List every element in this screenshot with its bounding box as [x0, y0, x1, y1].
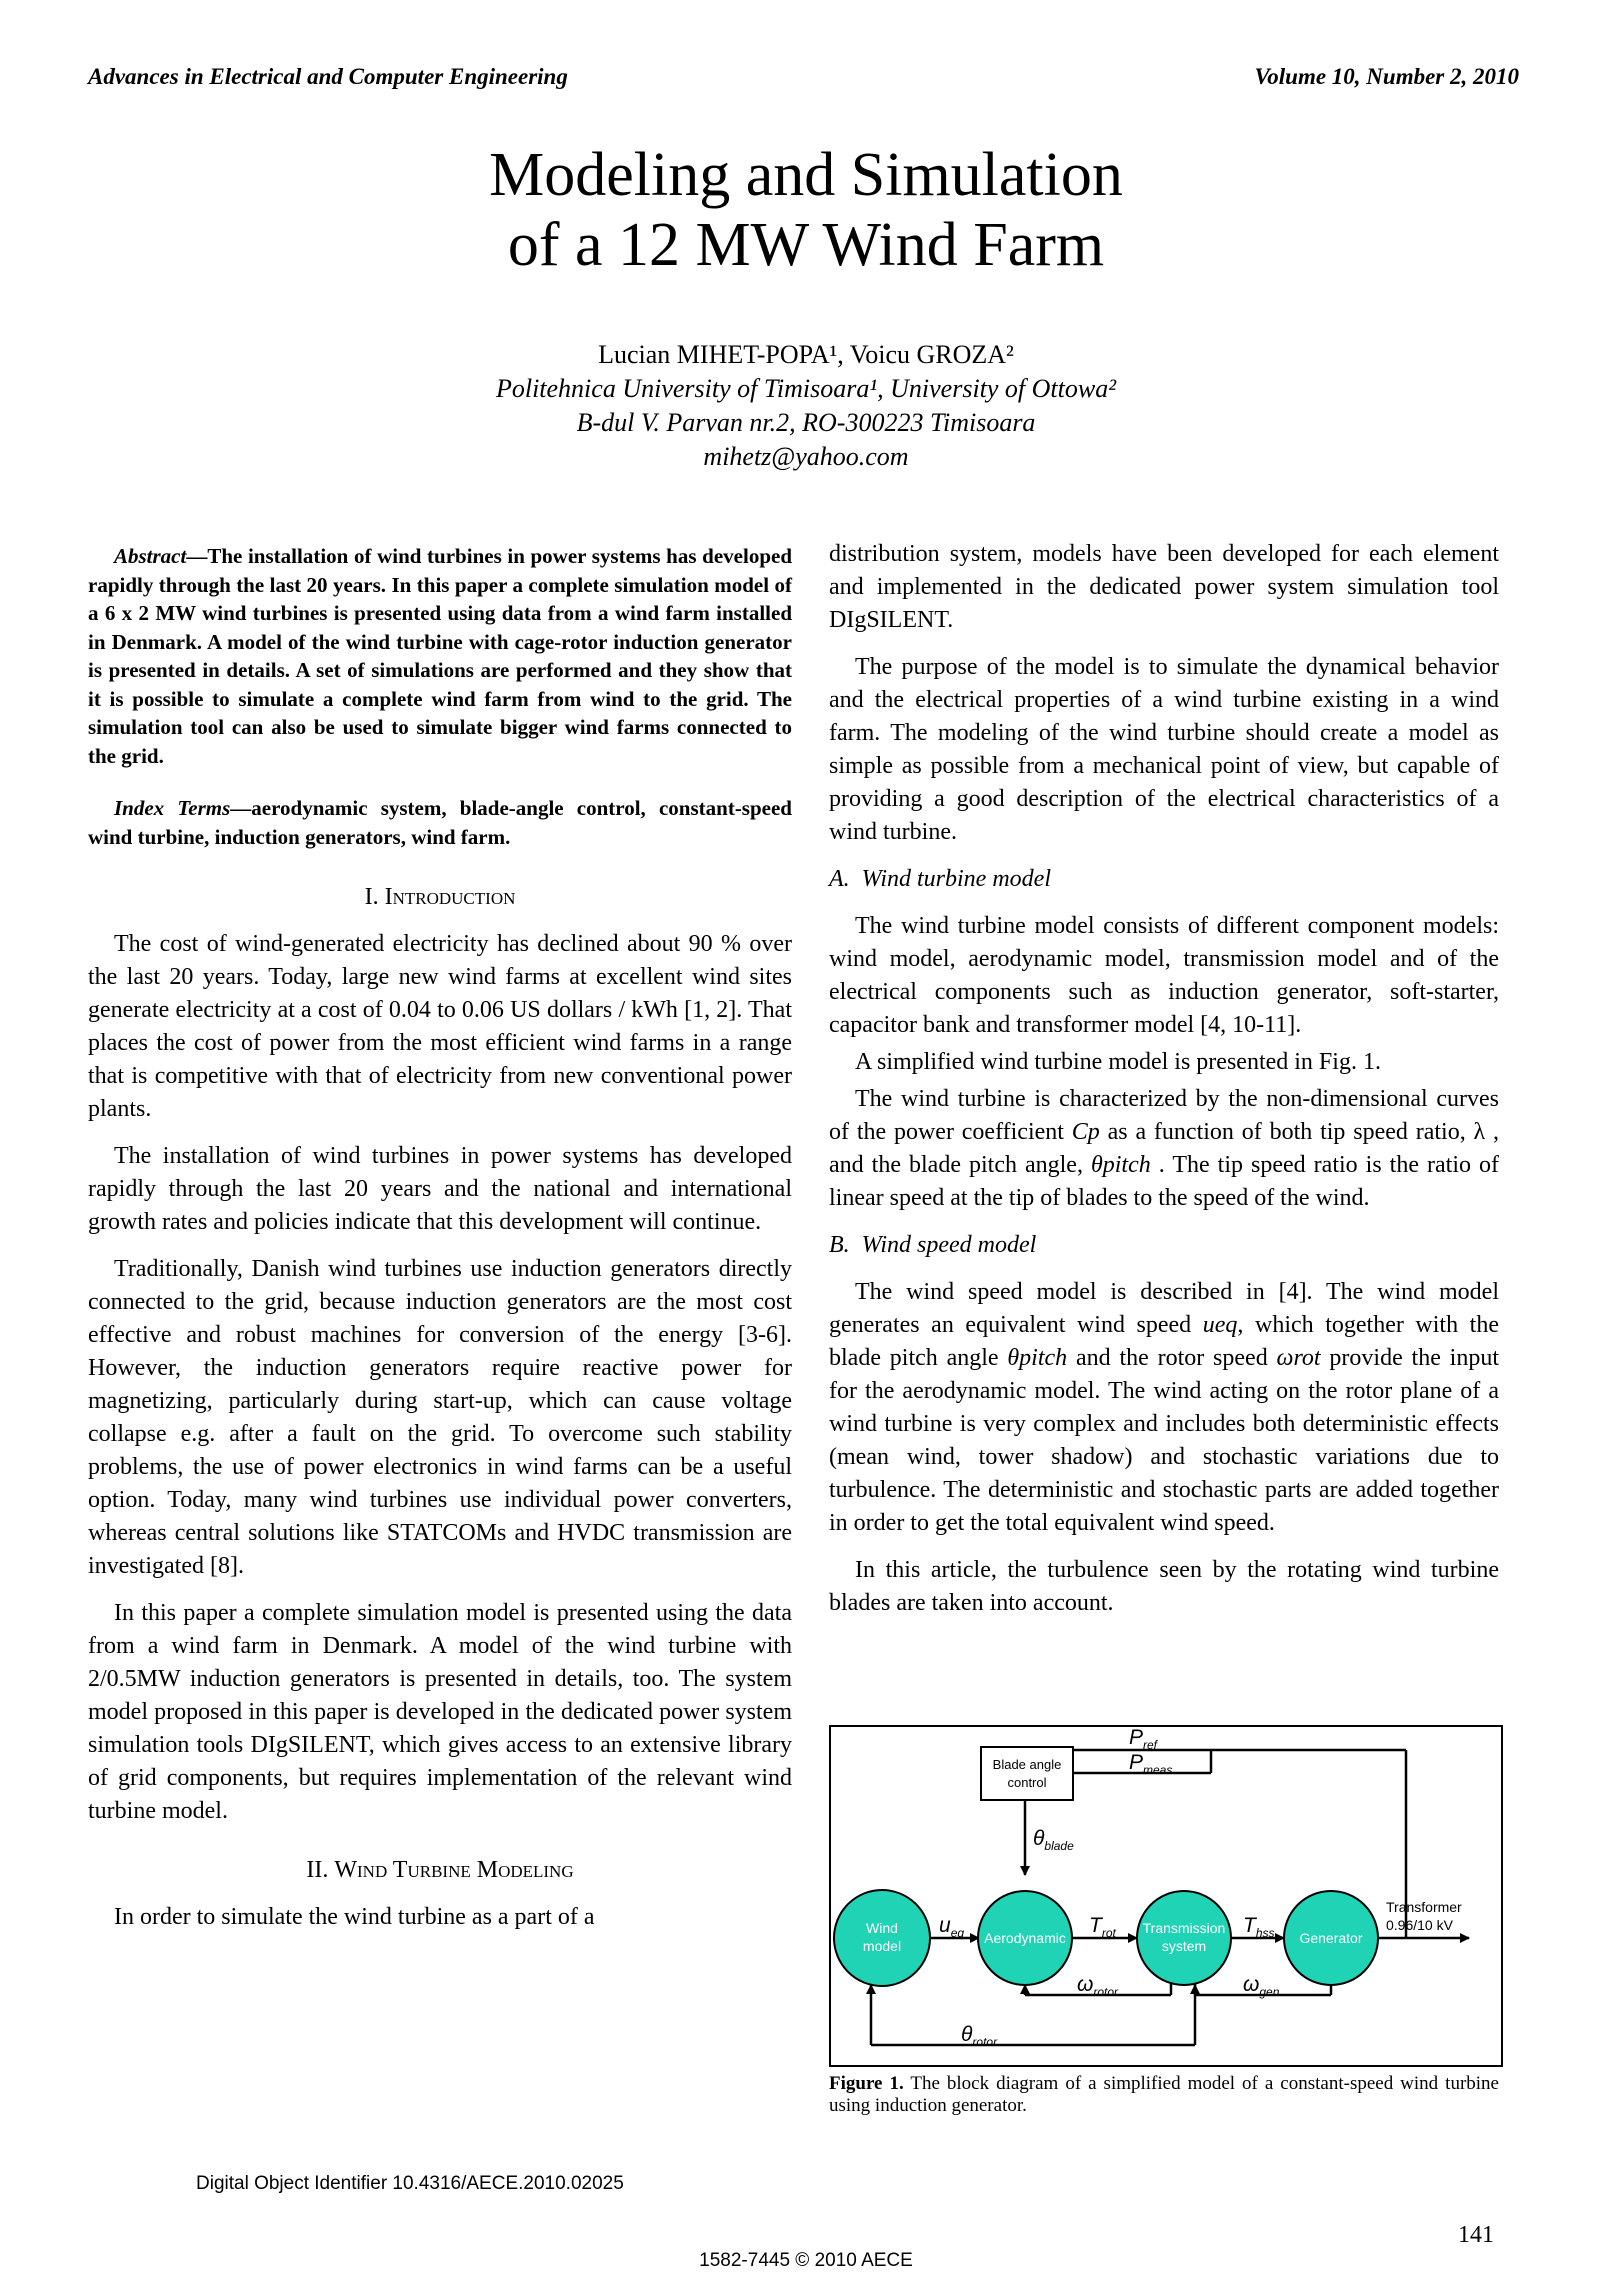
author-names: Lucian MIHET-POPA¹, Voicu GROZA²	[598, 340, 1014, 369]
p-meas-symbol: P	[1129, 1751, 1144, 1774]
section-heading-1	[88, 881, 792, 914]
transmission-label-2: system	[1161, 1938, 1207, 1954]
paper-title	[0, 140, 1612, 280]
omega-rotor-subscript: rotor	[1093, 1985, 1119, 1999]
ueq-label	[939, 1914, 964, 1940]
subsection-label: A.	[829, 866, 850, 892]
subsection-title: Wind turbine model	[861, 866, 1051, 892]
intro-paragraph-1: The cost of wind-generated electricity has declined about 90 % over the last 20 years. Today, large new wind farms at excellent wind sites generate electricity at a cost of 0.04 to 0.06 US dollars / kWh [1, 2]. That places the cost of power from the most efficient wind farms in a range that is competitive with that of electricity from new conventional power plants.	[88, 931, 792, 1122]
text-run: The wind speed model is described in [4]. The wind model generates an equivalent wind speed	[829, 1279, 1499, 1338]
page-number: 141	[1458, 2222, 1494, 2248]
text-run: , which together with the blade pitch angle	[829, 1312, 1499, 1371]
blade-angle-control-label-2: control	[1007, 1775, 1047, 1790]
ueq-subscript: eq	[950, 1926, 965, 1940]
text-run: as a function of both tip speed ratio, λ , and the blade pitch angle,	[829, 1119, 1499, 1178]
running-header-volume: Volume 10, Number 2, 2010	[1254, 64, 1519, 89]
theta-rotor-label	[961, 2023, 998, 2049]
theta-rotor-subscript: rotor	[972, 2035, 998, 2049]
omega-gen-label	[1243, 1973, 1280, 1999]
omega-gen-subscript: gen	[1259, 1985, 1280, 1999]
text-run: and the rotor speed	[1067, 1345, 1277, 1371]
block-diagram-svg	[831, 1727, 1501, 2065]
symbol-cp: Cp	[1071, 1119, 1100, 1145]
thss-symbol: T	[1243, 1914, 1256, 1937]
section-title: Introduction	[384, 884, 516, 910]
ueq-symbol: u	[939, 1914, 951, 1937]
issn-footer: 1582-7445 © 2010 AECE	[699, 2250, 913, 2271]
figure-1-caption	[829, 2073, 1499, 2117]
transformer-label-2: 0.96/10 kV	[1386, 1917, 1453, 1933]
symbol-omega-rot: ωrot	[1276, 1345, 1321, 1371]
author-email: mihetz@yahoo.com	[703, 442, 909, 471]
subsection-heading-a	[829, 863, 1499, 896]
theta-rotor-symbol: θ	[961, 2023, 973, 2046]
symbol-theta-pitch: θpitch	[1007, 1345, 1068, 1371]
intro-paragraph-3: Traditionally, Danish wind turbines use induction generators directly connected to the grid, because induction generators are the most cost effective and robust machines for conversion of the energy [3-6]. However, the induction generators require reactive power for magnetizing, particularly during start-up, which can cause voltage collapse e.g. after a fault on the grid. To overcome such stability problems, the use of power electronics in wind farms can be a useful option. Today, many wind turbines use individual power converters, whereas central solutions like STATCOMs and HVDC transmission are investigated [8].	[88, 1256, 792, 1579]
abstract	[88, 542, 792, 851]
generator-label: Generator	[1299, 1930, 1363, 1946]
abstract-label: Abstract	[114, 544, 187, 568]
author-affiliation: Politehnica University of Timisoara¹, University of Ottowa²	[495, 374, 1117, 403]
p-ref-subscript: ref	[1143, 1738, 1158, 1752]
section-number: I.	[364, 884, 379, 910]
subsection-heading-b	[829, 1229, 1499, 1262]
left-column	[88, 542, 792, 1934]
index-terms-label: Index Terms	[114, 796, 231, 820]
abstract-text: —The installation of wind turbines in power systems has developed rapidly through the last 20 years. In this paper a complete simulation model of a 6 x 2 MW wind turbines is presented using data from a wind farm installed in Denmark. A model of the wind turbine with cage-rotor induction generator is presented in details. A set of simulations are performed and they show that it is possible to simulate a complete wind farm from wind to the grid. The simulation tool can also be used to simulate bigger wind farms connected to the grid.	[88, 544, 792, 768]
theta-blade-label	[1033, 1827, 1074, 1853]
omega-rotor-label	[1077, 1973, 1119, 1999]
p-meas-label	[1129, 1751, 1172, 1777]
intro-paragraph-2: The installation of wind turbines in power systems has developed rapidly through the last 20 years and the national and international growth rates and policies indicate that this development will continue.	[88, 1143, 792, 1235]
symbol-theta-pitch: θpitch	[1090, 1152, 1151, 1178]
section-heading-2	[88, 1854, 792, 1887]
wind-model-label-2: model	[862, 1938, 902, 1954]
section-title: Wind Turbine Modeling	[334, 1857, 574, 1883]
trot-symbol: T	[1089, 1914, 1102, 1937]
subsection-title: Wind speed model	[861, 1232, 1037, 1258]
index-terms-text: —aerodynamic system, blade-angle control, constant-speed wind turbine, induction generators, wind farm.	[88, 796, 792, 849]
subsection-b-paragraph-1	[829, 1276, 1499, 1540]
blade-angle-control-block	[981, 1747, 1073, 1800]
subsection-label: B.	[829, 1232, 850, 1258]
caption-label: Figure 1.	[829, 2073, 904, 2094]
omega-rotor-symbol: ω	[1077, 1973, 1094, 1996]
intro-paragraph-4: In this paper a complete simulation model is presented using the data from a wind farm in Denmark. A model of the wind turbine with 2/0.5MW induction generators is presented in details, too. The system model proposed in this paper is developed in the dedicated power system simulation tools DIgSILENT, which gives access to an extensive library of grid components, but requires implementation of the relevant wind turbine model.	[88, 1600, 792, 1824]
section2-intro-continued: distribution system, models have been developed for each element and implemented in the dedicated power system simulation tool DIgSILENT.	[829, 541, 1499, 633]
text-run: The wind turbine is characterized by the non-dimensional curves of the power coefficient	[829, 1086, 1499, 1145]
symbol-ueq: ueq	[1202, 1312, 1238, 1338]
running-header-journal: Advances in Electrical and Computer Engineering	[88, 64, 568, 89]
theta-blade-subscript: blade	[1044, 1839, 1074, 1853]
subsection-a-paragraph-2: A simplified wind turbine model is presented in Fig. 1.	[855, 1049, 1381, 1075]
section2-purpose: The purpose of the model is to simulate the dynamical behavior and the electrical properties of a wind turbine existing in a wind farm. The modeling of the wind turbine should create a model as simple as possible from a mechanical point of view, but capable of providing a good description of the electrical characteristics of a wind turbine.	[829, 654, 1499, 845]
doi-footer: Digital Object Identifier 10.4316/AECE.2010.02025	[196, 2173, 624, 2194]
subsection-a-paragraph-1: The wind turbine model consists of different component models: wind model, aerodynamic model, transmission model and of the electrical components such as induction generator, soft-starter, capacitor bank and transformer model [4, 10-11].	[829, 913, 1499, 1038]
author-address: B-dul V. Parvan nr.2, RO-300223 Timisoara	[576, 408, 1036, 437]
title-line-1: Modeling and Simulation	[489, 141, 1123, 209]
section2-intro: In order to simulate the wind turbine as a part of a	[114, 1904, 595, 1930]
trot-subscript: rot	[1101, 1926, 1116, 1940]
theta-blade-symbol: θ	[1033, 1827, 1045, 1850]
transmission-label-1: Transmission	[1142, 1920, 1226, 1936]
p-ref-symbol: P	[1129, 1727, 1144, 1749]
text-run: provide the input for the aerodynamic model. The wind acting on the rotor plane of a wind turbine is very complex and includes both deterministic effects (mean wind, tower shadow) and stochastic variations due to turbulence. The deterministic and stochastic parts are added together in order to get the total equivalent wind speed.	[829, 1345, 1500, 1536]
wind-model-label-1: Wind	[866, 1920, 898, 1936]
p-meas-subscript: meas	[1143, 1763, 1173, 1777]
trot-label	[1089, 1914, 1116, 1940]
p-ref-label	[1129, 1727, 1159, 1752]
caption-text: The block diagram of a simplified model of a constant-speed wind turbine using induction generator.	[829, 2073, 1499, 2116]
section-number: II.	[306, 1857, 329, 1883]
author-block	[0, 338, 1612, 474]
omega-gen-symbol: ω	[1243, 1973, 1260, 1996]
section-introduction	[88, 881, 792, 1934]
thss-label	[1243, 1914, 1275, 1940]
blade-angle-control-label-1: Blade angle	[992, 1757, 1062, 1772]
subsection-b-paragraph-2: In this article, the turbulence seen by the rotating wind turbine blades are taken into account.	[829, 1557, 1499, 1616]
transformer-label-1: Transformer	[1386, 1899, 1462, 1915]
aerodynamic-label: Aerodynamic	[984, 1930, 1066, 1946]
thss-subscript: hss	[1255, 1926, 1275, 1940]
right-column	[829, 538, 1499, 1620]
text-run: . The tip speed ratio is the ratio of linear speed at the tip of blades to the speed of the wind.	[829, 1152, 1500, 1211]
figure-1-block-diagram	[829, 1725, 1503, 2067]
title-line-2: of a 12 MW Wind Farm	[507, 211, 1105, 279]
subsection-a-paragraph-3	[829, 1083, 1499, 1215]
